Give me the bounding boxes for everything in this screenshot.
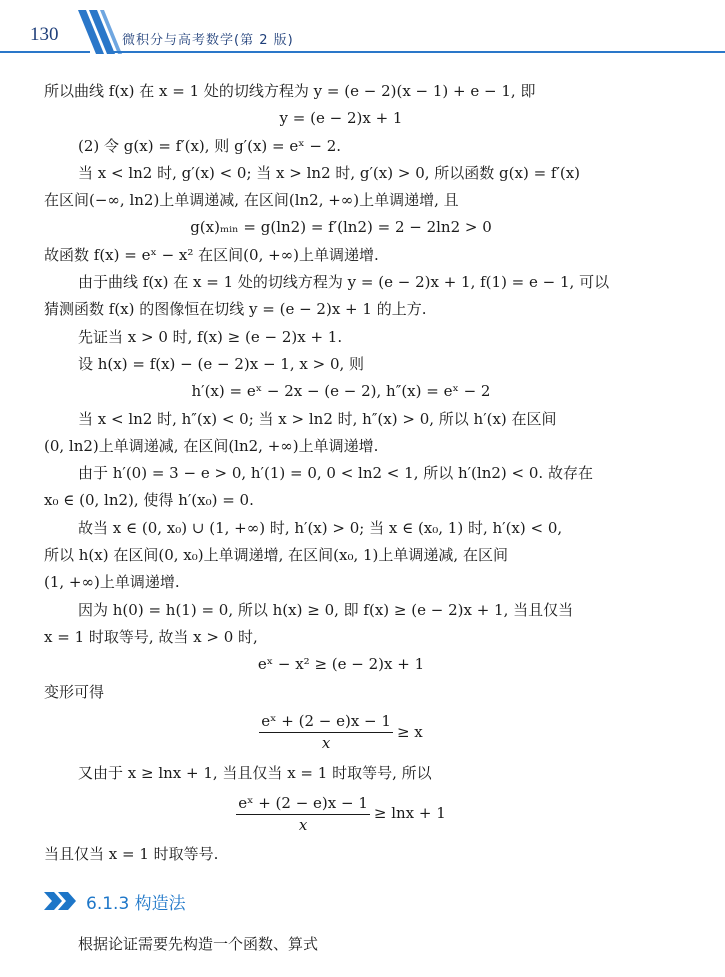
text-line: (1, +∞)上单调递增. (44, 573, 180, 592)
header-rule (110, 51, 725, 53)
text-line: 所以曲线 f(x) 在 x = 1 处的切线方程为 y = (e − 2)(x − 1) + e − 1, 即 (44, 82, 536, 100)
fraction-inequality-1 (44, 706, 638, 760)
text-line: 当 x < ln2 时, h″(x) < 0; 当 x > ln2 时, h″(x) > 0, 所以 h′(x) 在区间 (78, 409, 557, 428)
text-line: 当 x < ln2 时, g′(x) < 0; 当 x > ln2 时, g′(x) > 0, 所以函数 g(x) = f′(x) (78, 163, 581, 182)
text-line: x₀ ∈ (0, ln2), 使得 h′(x₀) = 0. (44, 491, 254, 510)
text-line: 在区间(−∞, ln2)上单调递减, 在区间(ln2, +∞)上单调递增, 且 (44, 191, 459, 210)
fraction-rhs: ≥ x (396, 723, 423, 742)
text-line: 先证当 x > 0 时, f(x) ≥ (e − 2)x + 1. (78, 327, 343, 346)
equation: h′(x) = eˣ − 2x − (e − 2), h″(x) = eˣ − 2 (191, 382, 491, 401)
text-line: 当且仅当 x = 1 时取等号. (44, 845, 219, 864)
equation: y = (e − 2)x + 1 (279, 109, 403, 128)
text-line: 所以 h(x) 在区间(0, x₀)上单调递增, 在区间(x₀, 1)上单调递减, 在区间 (44, 546, 508, 565)
text-line: 根据论证需要先构造一个函数、算式 (78, 935, 319, 953)
page-header (0, 0, 725, 62)
text-line: 猜测函数 f(x) 的图像恒在切线 y = (e − 2)x + 1 的上方. (44, 300, 427, 319)
section-title: 6.1.3 构造法 (86, 893, 186, 914)
page-number: 130 (30, 24, 59, 45)
section-heading (44, 886, 186, 916)
text-line: 变形可得 (44, 682, 105, 701)
text-line: 故函数 f(x) = eˣ − x² 在区间(0, +∞)上单调递增. (44, 245, 379, 264)
fraction-denominator: x (321, 734, 331, 753)
fraction-denominator: x (298, 815, 308, 834)
text-line: 因为 h(0) = h(1) = 0, 所以 h(x) ≥ 0, 即 f(x) ≥ (e − 2)x + 1, 当且仅当 (78, 600, 574, 619)
fraction-numerator: eˣ + (2 − e)x − 1 (236, 793, 370, 815)
text-line: (0, ln2)上单调递减, 在区间(ln2, +∞)上单调递增. (44, 436, 379, 455)
text-line: 又由于 x ≥ lnx + 1, 当且仅当 x = 1 时取等号, 所以 (78, 763, 432, 782)
fraction-numerator: eˣ + (2 − e)x − 1 (259, 711, 393, 733)
double-chevron-icon (44, 890, 78, 912)
page-body (44, 78, 638, 868)
text-line: x = 1 时取等号, 故当 x > 0 时, (44, 627, 258, 646)
running-title: 微积分与高考数学(第 2 版) (122, 33, 294, 48)
text-line: 由于 h′(0) = 3 − e > 0, h′(1) = 0, 0 < ln2 < 1, 所以 h′(ln2) < 0. 故存在 (78, 464, 593, 483)
text-line: 故当 x ∈ (0, x₀) ∪ (1, +∞) 时, h′(x) > 0; 当 x ∈ (x₀, 1) 时, h′(x) < 0, (78, 518, 563, 537)
text-line: (2) 令 g(x) = f′(x), 则 g′(x) = eˣ − 2. (78, 136, 342, 155)
text-line: 设 h(x) = f(x) − (e − 2)x − 1, x > 0, 则 (78, 354, 365, 373)
equation: eˣ − x² ≥ (e − 2)x + 1 (257, 655, 425, 674)
fraction-rhs: ≥ lnx + 1 (373, 804, 446, 823)
equation: g(x)ₘᵢₙ = g(ln2) = f′(ln2) = 2 − 2ln2 > 0 (190, 218, 492, 237)
fraction-inequality-2 (44, 787, 638, 841)
text-line: 由于曲线 f(x) 在 x = 1 处的切线方程为 y = (e − 2)x + 1, f(1) = e − 1, 可以 (78, 273, 610, 292)
